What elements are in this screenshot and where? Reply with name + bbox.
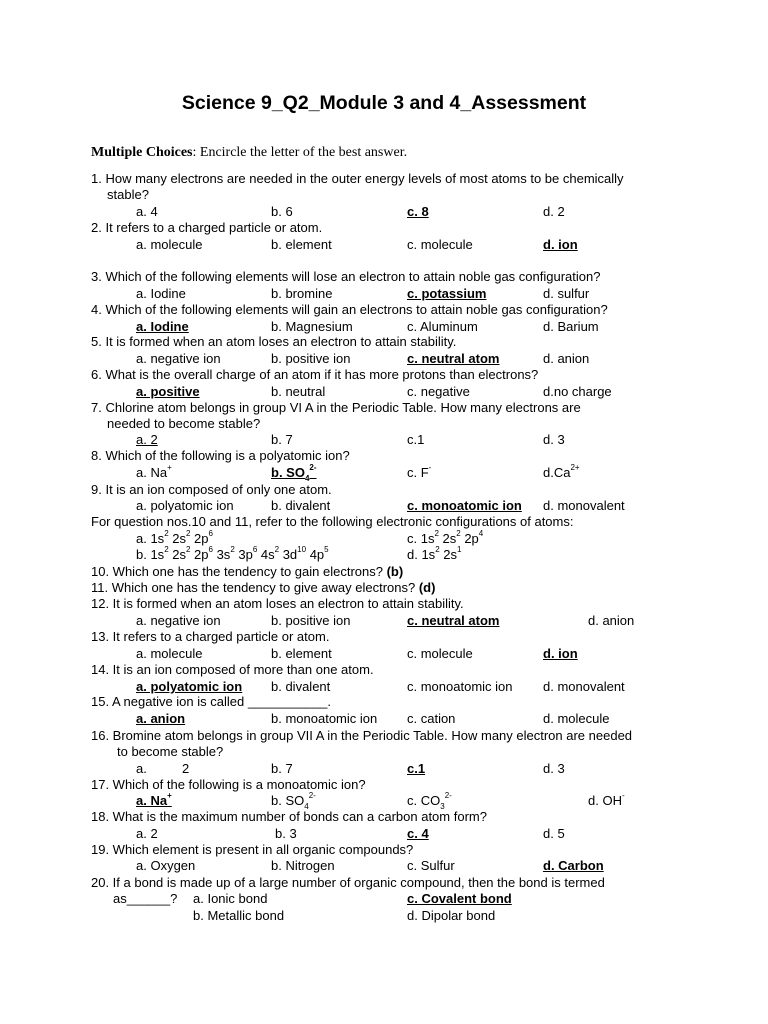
answer-choice: b. element — [271, 237, 332, 252]
answer-choice: c. molecule — [407, 237, 473, 252]
text-part: 2s — [439, 547, 457, 562]
text-part: a. Na — [136, 465, 168, 480]
question-text: 4. Which of the following elements will gain an electrons to attain noble gas configuration? — [91, 302, 608, 317]
text-part: 4p — [306, 547, 325, 562]
answer-choice: d. 2 — [543, 204, 565, 219]
answer-choice: b. neutral — [271, 384, 326, 399]
answer-choice: d. sulfur — [543, 286, 590, 301]
answer-choice: c. cation — [407, 711, 456, 726]
answer-choice: b. positive ion — [271, 351, 351, 366]
text-part: 10. Which one has the tendency to gain electrons? — [91, 564, 387, 579]
text-part: c. CO — [407, 793, 441, 808]
question-text: 3. Which of the following elements will lose an electron to attain noble gas configuration? — [91, 269, 601, 284]
text-part: 2p — [190, 547, 209, 562]
text-part: (b) — [386, 564, 404, 579]
answer-choice-correct: c.1 — [407, 761, 426, 776]
answer-choice: a. Iodine — [136, 286, 186, 301]
answer-choice-correct: d. ion — [543, 237, 578, 252]
text-part: 2 — [164, 529, 169, 538]
text-part: 2 — [164, 545, 169, 554]
instructions-label: Multiple Choices — [91, 145, 193, 160]
answer-choice: b. 3 — [275, 826, 297, 841]
text-part: 2 — [230, 545, 235, 554]
question-text — [91, 564, 403, 580]
question-text: 7. Chlorine atom belongs in group VI A in the Periodic Table. How many electrons are — [91, 400, 581, 415]
text-part: 2s — [168, 547, 186, 562]
answer-choice-correct: c. monoatomic ion — [407, 498, 522, 513]
answer-choice: b. bromine — [271, 286, 333, 301]
question-text: 15. A negative ion is called ___________. — [91, 694, 331, 709]
answer-choice-correct — [136, 793, 172, 809]
answer-choice: b. Nitrogen — [271, 858, 335, 873]
text-part: 6 — [252, 545, 258, 554]
text-part: 3s — [212, 547, 231, 562]
question-text: 13. It refers to a charged particle or atom. — [91, 629, 330, 644]
text-part: + — [167, 463, 172, 472]
question-text: 8. Which of the following is a polyatomic ion? — [91, 448, 350, 463]
answer-choice — [407, 531, 483, 547]
text-part: 2s — [168, 531, 186, 546]
answer-choice: c. molecule — [407, 646, 473, 661]
answer-choice-correct: c. neutral atom — [407, 351, 500, 366]
question-text: 17. Which of the following is a monoatomic ion? — [91, 777, 366, 792]
answer-choice: b. divalent — [271, 498, 331, 513]
answer-choice: d. anion — [543, 351, 590, 366]
answer-choice: d. monovalent — [543, 679, 625, 694]
answer-choice: a. molecule — [136, 646, 203, 661]
answer-choice: c. Aluminum — [407, 319, 478, 334]
answer-choice: b. 7 — [271, 761, 293, 776]
answer-choice — [136, 547, 329, 563]
answer-choice-correct: d. Carbon — [543, 858, 604, 873]
answer-choice-correct: c. neutral atom — [407, 613, 500, 628]
answer-choice: d. 3 — [543, 432, 565, 447]
answer-choice: d. 5 — [543, 826, 565, 841]
answer-choice: d. Barium — [543, 319, 599, 334]
text-part: c. F — [407, 465, 429, 480]
answer-choice: c. Sulfur — [407, 858, 455, 873]
answer-choice-correct: a. anion — [136, 711, 186, 726]
answer-choice-correct: a. Iodine — [136, 319, 189, 334]
text-part: 2 — [185, 529, 191, 538]
text-part: a. 1s — [136, 531, 165, 546]
answer-choice: d. molecule — [543, 711, 610, 726]
text-part: 2- — [308, 791, 316, 800]
question-text: 1. How many electrons are needed in the outer energy levels of most atoms to be chemically — [91, 171, 624, 186]
instructions-text: : Encircle the letter of the best answer. — [192, 145, 408, 160]
text-part: 4 — [478, 529, 484, 538]
answer-choice-correct: c. Covalent bond — [407, 891, 512, 906]
text-part: - — [428, 463, 432, 472]
answer-choice — [407, 547, 461, 563]
answer-choice: c. monoatomic ion — [407, 679, 513, 694]
answer-choice — [407, 465, 431, 481]
answer-choice: a. Oxygen — [136, 858, 196, 873]
question-text: 18. What is the maximum number of bonds can a carbon atom form? — [91, 809, 487, 824]
text-part: + — [167, 791, 172, 800]
text-part: 3d — [279, 547, 298, 562]
answer-choice: a. molecule — [136, 237, 203, 252]
answer-choice: a. 2 — [136, 432, 158, 447]
text-part: 2 — [185, 545, 191, 554]
answer-choice: b. monoatomic ion — [271, 711, 378, 726]
text-part: 2- — [444, 791, 452, 800]
page-title: Science 9_Q2_Module 3 and 4_Assessment — [181, 92, 587, 114]
answer-choice: b. Metallic bond — [193, 908, 285, 923]
text-part: 11. Which one has the tendency to give away electrons? — [91, 580, 419, 595]
answer-choice-correct: c. 4 — [407, 826, 429, 841]
text-part: d. OH — [588, 793, 622, 808]
answer-choice — [543, 465, 580, 481]
text-part: 2 — [456, 529, 461, 538]
answer-choice — [407, 793, 452, 809]
question-text: 2. It refers to a charged particle or atom. — [91, 220, 323, 235]
answer-choice-correct — [271, 465, 317, 481]
question-text: 16. Bromine atom belongs in group VII A in the Periodic Table. How many electron are needed — [91, 728, 633, 743]
answer-choice-correct: c. potassium — [407, 286, 487, 301]
answer-choice-correct: a. positive — [136, 384, 200, 399]
text-part: - — [621, 791, 625, 800]
answer-choice: b. positive ion — [271, 613, 351, 628]
text-part: 2+ — [570, 463, 580, 472]
question-text: 20. If a bond is made up of a large number of organic compound, then the bond is termed — [91, 875, 605, 890]
answer-choice: a. 2 — [136, 826, 158, 841]
question-text: 5. It is formed when an atom loses an electron to attain stability. — [91, 334, 457, 349]
text-part: d.Ca — [543, 465, 571, 480]
answer-choice — [588, 793, 625, 809]
answer-choice: b. 6 — [271, 204, 293, 219]
answer-choice: b. 7 — [271, 432, 293, 447]
text-part: 6 — [208, 545, 213, 554]
answer-choice: d. 3 — [543, 761, 565, 776]
text-part: 2 — [435, 545, 440, 554]
question-text — [91, 580, 435, 596]
text-part: c. 1s — [407, 531, 435, 546]
instructions — [91, 145, 407, 161]
answer-choice-correct: a. polyatomic ion — [136, 679, 243, 694]
text-part: 4 — [304, 474, 310, 483]
answer-choice: c.1 — [407, 432, 425, 447]
answer-choice: a. polyatomic ion — [136, 498, 234, 513]
question-text: 12. It is formed when an atom loses an electron to attain stability. — [91, 596, 464, 611]
text-part: 2- — [309, 463, 317, 472]
answer-choice: 2 — [182, 761, 190, 776]
answer-choice: a. negative ion — [136, 351, 221, 366]
answer-choice-correct: c. 8 — [407, 204, 429, 219]
answer-choice: c. negative — [407, 384, 470, 399]
answer-choice: d. monovalent — [543, 498, 625, 513]
answer-choice: a. Ionic bond — [193, 891, 268, 906]
answer-choice: b. Magnesium — [271, 319, 353, 334]
text-part: 6 — [208, 529, 213, 538]
answer-choice-correct: d. ion — [543, 646, 578, 661]
answer-choice: d.no charge — [543, 384, 612, 399]
question-text: needed to become stable? — [107, 416, 261, 431]
text-part: 2p — [190, 531, 209, 546]
text-part: 3p — [234, 547, 253, 562]
answer-choice — [271, 793, 316, 809]
answer-choice: a. 4 — [136, 204, 158, 219]
answer-choice: d. anion — [588, 613, 635, 628]
text-part: 3 — [440, 802, 445, 811]
text-part: 1 — [456, 545, 462, 554]
answer-choice: b. divalent — [271, 679, 331, 694]
text-part: 2p — [460, 531, 479, 546]
text-part: 5 — [324, 545, 329, 554]
text-part: (d) — [418, 580, 436, 595]
answer-choice: a. negative ion — [136, 613, 221, 628]
text-part: b. SO — [271, 793, 305, 808]
answer-choice: as______? — [113, 891, 178, 906]
question-text: 9. It is an ion composed of only one atom. — [91, 482, 332, 497]
text-part: 4 — [304, 802, 309, 811]
question-text: 14. It is an ion composed of more than one atom. — [91, 662, 374, 677]
question-text: to become stable? — [117, 744, 224, 759]
answer-choice: d. Dipolar bond — [407, 908, 496, 923]
question-text: For question nos.10 and 11, refer to the following electronic configurations of atoms: — [91, 514, 574, 529]
text-part: 2 — [274, 545, 280, 554]
answer-choice: b. element — [271, 646, 332, 661]
answer-choice: a. — [136, 761, 147, 776]
text-part: 2 — [434, 529, 439, 538]
question-text: stable? — [107, 187, 149, 202]
text-part: 2s — [438, 531, 457, 546]
answer-choice — [136, 531, 213, 547]
text-part: 10 — [297, 545, 307, 554]
answer-choice — [136, 465, 172, 481]
text-part: b. SO — [271, 465, 305, 480]
question-text: 6. What is the overall charge of an atom if it has more protons than electrons? — [91, 367, 539, 382]
question-text: 19. Which element is present in all organic compounds? — [91, 842, 414, 857]
text-part: d. 1s — [407, 547, 436, 562]
text-part: b. 1s — [136, 547, 165, 562]
text-part: 4s — [257, 547, 275, 562]
text-part: a. Na — [136, 793, 168, 808]
